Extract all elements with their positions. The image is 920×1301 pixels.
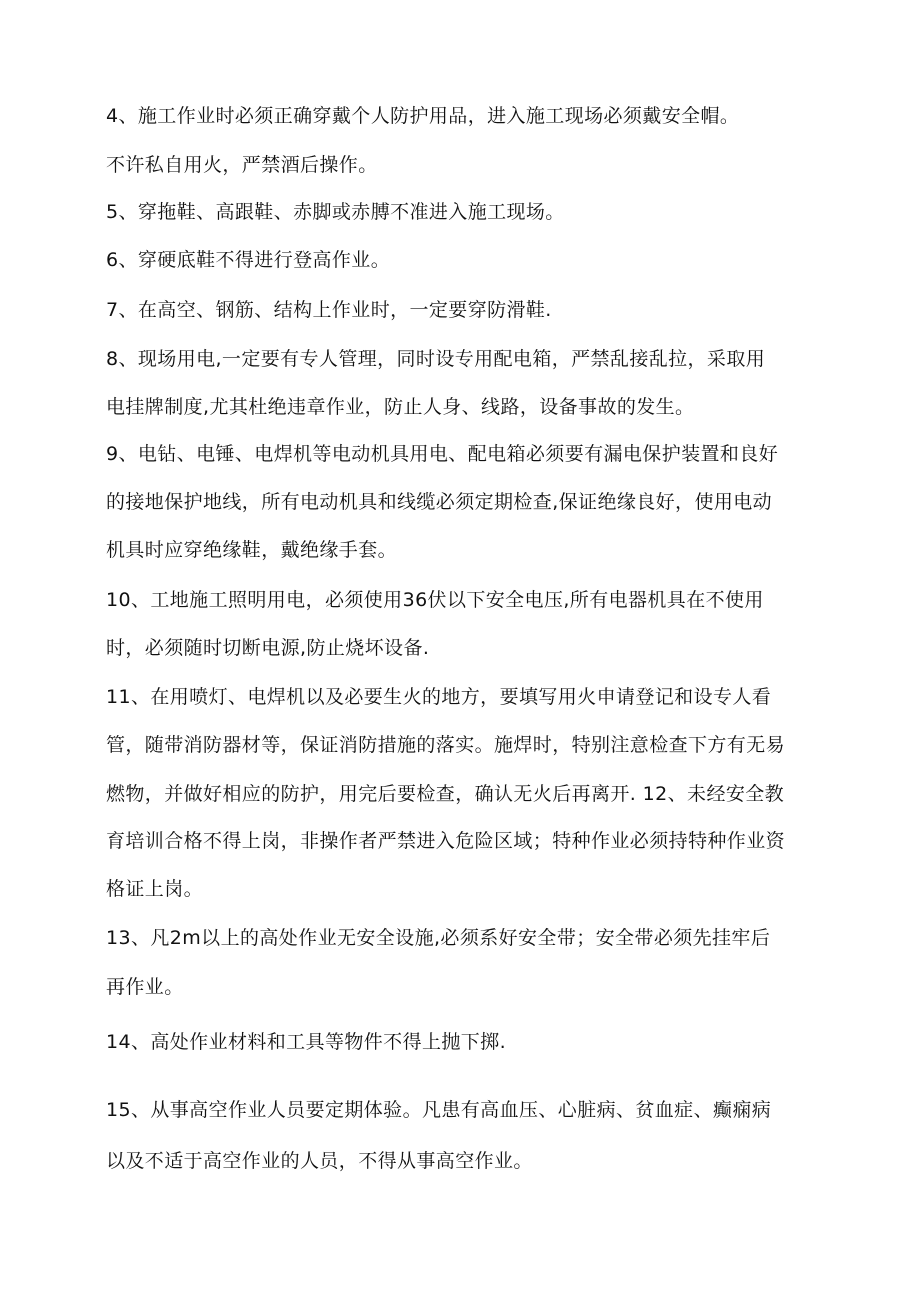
text-line: 4、施工作业时必须正确穿戴个人防护用品，进入施工现场必须戴安全帽。 (106, 105, 740, 127)
text-line: 8、现场用电,一定要有专人管理，同时设专用配电箱，严禁乱接乱拉，采取用 (106, 348, 766, 370)
text-line: 机具时应穿绝缘鞋，戴绝缘手套。 (106, 539, 398, 561)
text-line: 10、工地施工照明用电，必须使用36伏以下安全电压,所有电器机具在不使用 (106, 589, 764, 611)
text-line: 以及不适于高空作业的人员，不得从事高空作业。 (106, 1150, 533, 1172)
text-line: 7、在高空、钢筋、结构上作业时，一定要穿防滑鞋. (106, 299, 552, 321)
text-line: 燃物，并做好相应的防护，用完后要检查，确认无火后再离开. 12、未经安全教 (106, 783, 785, 805)
text-line: 13、凡2m以上的高处作业无安全设施,必须系好安全带；安全带必须先挂牢后 (106, 927, 771, 949)
text-line: 时，必须随时切断电源,防止烧坏设备. (106, 637, 430, 659)
text-line: 育培训合格不得上岗，非操作者严禁进入危险区域；特种作业必须持特种作业资 (106, 830, 786, 852)
text-line: 电挂牌制度,尤其杜绝违章作业，防止人身、线路，设备事故的发生。 (106, 396, 695, 418)
text-line: 的接地保护地线，所有电动机具和线缆必须定期检查,保证绝缘良好，使用电动 (106, 491, 773, 513)
text-line: 14、高处作业材料和工具等物件不得上抛下掷. (106, 1031, 507, 1053)
text-line: 11、在用喷灯、电焊机以及必要生火的地方，要填写用火申请登记和设专人看 (106, 686, 772, 708)
text-line: 格证上岗。 (106, 878, 204, 900)
text-line: 15、从事高空作业人员要定期体验。凡患有高血压、心脏病、贫血症、癫痫病 (106, 1099, 772, 1121)
text-line: 9、电钻、电锤、电焊机等电动机具用电、配电箱必须要有漏电保护装置和良好 (106, 443, 779, 465)
text-line: 5、穿拖鞋、高跟鞋、赤脚或赤膊不准进入施工现场。 (106, 201, 565, 223)
text-line: 再作业。 (106, 976, 184, 998)
text-line: 6、穿硬底鞋不得进行登高作业。 (106, 249, 391, 271)
text-line: 不许私自用火，严禁酒后操作。 (106, 154, 378, 176)
text-line: 管，随带消防器材等，保证消防措施的落实。施焊时，特别注意检查下方有无易 (106, 734, 786, 756)
